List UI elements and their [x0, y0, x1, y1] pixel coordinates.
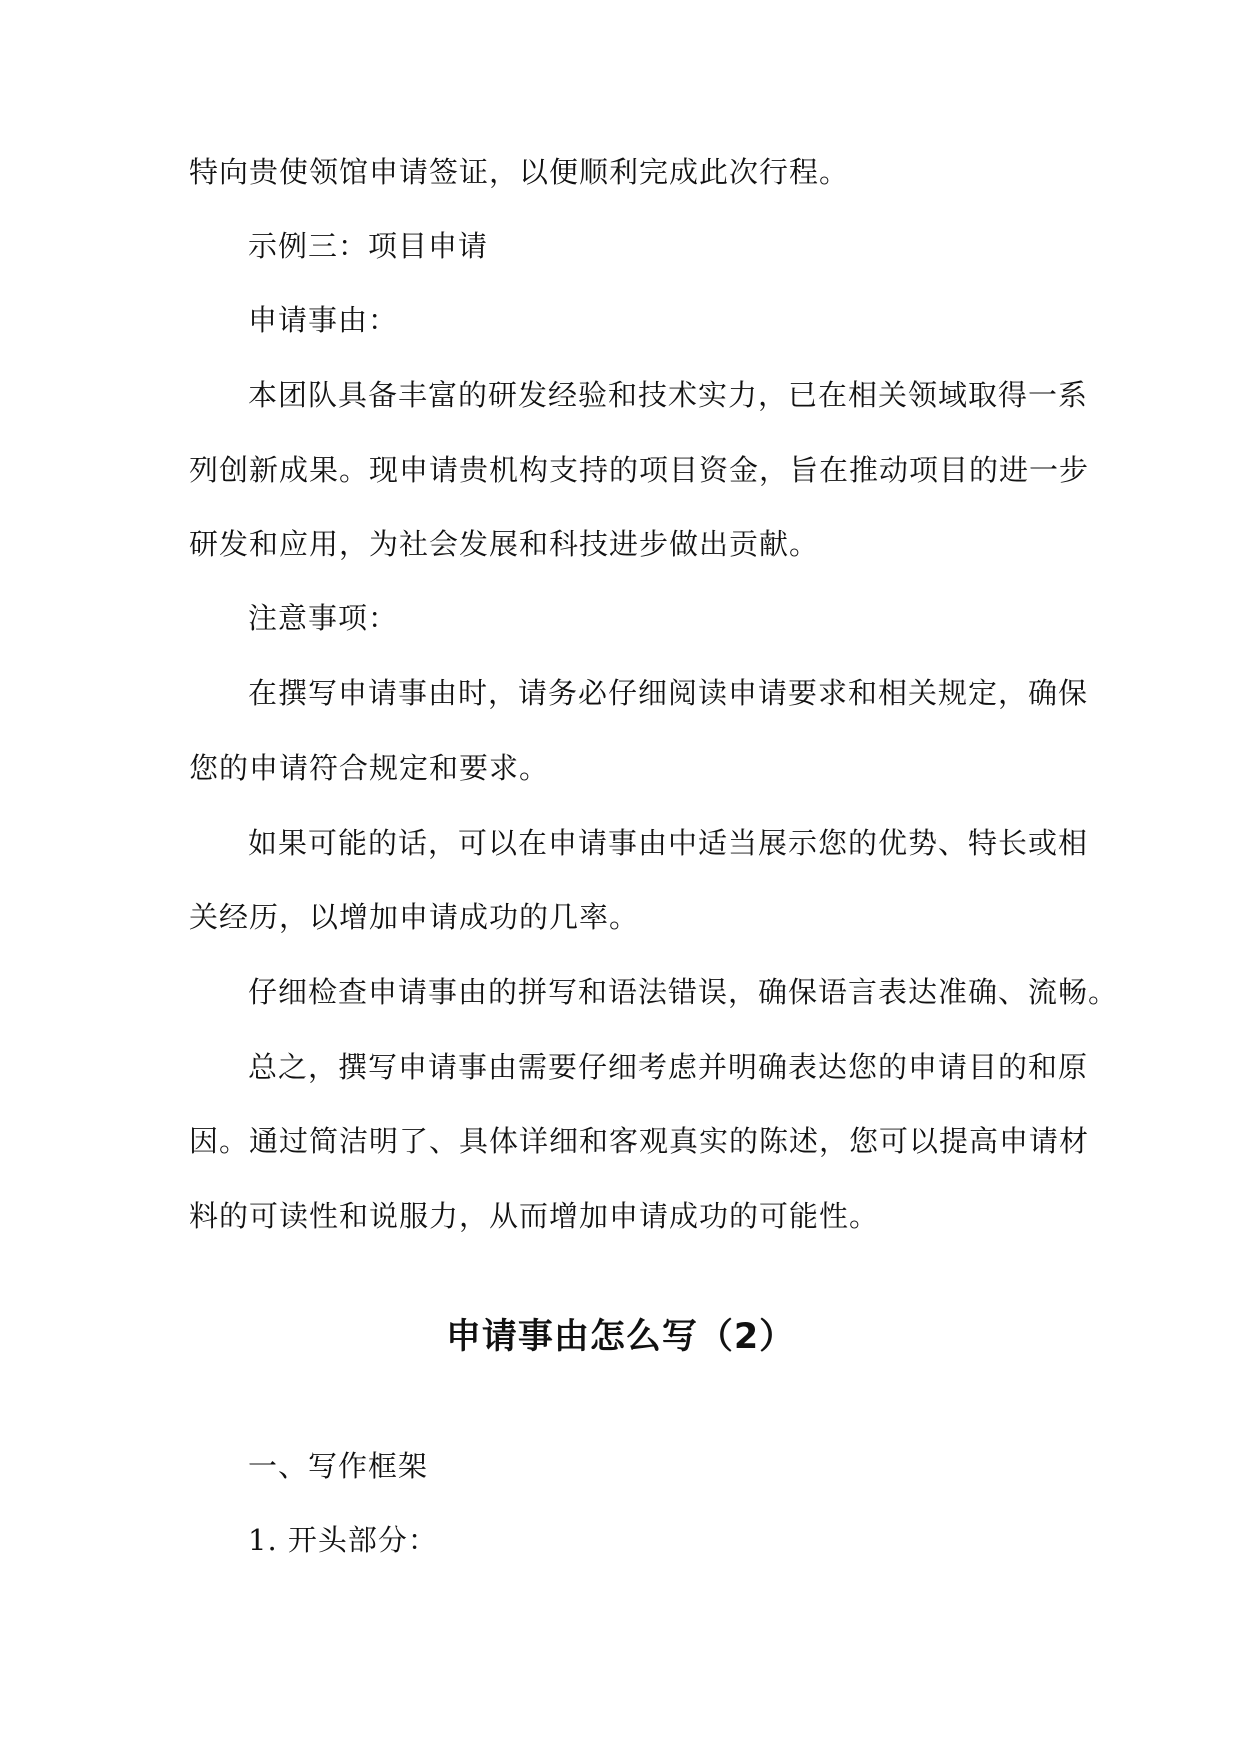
- paragraph-line: 如果可能的话，可以在申请事由中适当展示您的优势、特长或相: [248, 826, 1089, 860]
- example-heading: 示例三：项目申请: [248, 229, 489, 263]
- reason-label: 申请事由：: [248, 303, 399, 337]
- paragraph-line: 总之，撰写申请事由需要仔细考虑并明确表达您的申请目的和原: [248, 1050, 1089, 1084]
- notes-label: 注意事项：: [248, 601, 399, 635]
- paragraph-line: 研发和应用，为社会发展和科技进步做出贡献。: [189, 527, 820, 561]
- paragraph-line: 本团队具备丰富的研发经验和技术实力，已在相关领域取得一系: [248, 378, 1089, 412]
- paragraph-line: 料的可读性和说服力，从而增加申请成功的可能性。: [189, 1199, 880, 1233]
- paragraph-line: 关经历，以增加申请成功的几率。: [189, 900, 640, 934]
- paragraph-line: 因。通过简洁明了、具体详细和客观真实的陈述，您可以提高申请材: [189, 1124, 1090, 1158]
- paragraph-line: 列创新成果。现申请贵机构支持的项目资金，旨在推动项目的进一步: [189, 453, 1090, 487]
- outline-item: 1. 开头部分：: [248, 1523, 438, 1557]
- paragraph-line: 仔细检查申请事由的拼写和语法错误，确保语言表达准确、流畅。: [248, 975, 1119, 1009]
- paragraph-line: 特向贵使领馆申请签证，以便顺利完成此次行程。: [189, 155, 850, 189]
- section-title: 申请事由怎么写（2）: [445, 1317, 796, 1357]
- outline-heading: 一、写作框架: [248, 1449, 429, 1483]
- paragraph-line: 在撰写申请事由时，请务必仔细阅读申请要求和相关规定，确保: [248, 676, 1089, 710]
- paragraph-line: 您的申请符合规定和要求。: [189, 751, 550, 785]
